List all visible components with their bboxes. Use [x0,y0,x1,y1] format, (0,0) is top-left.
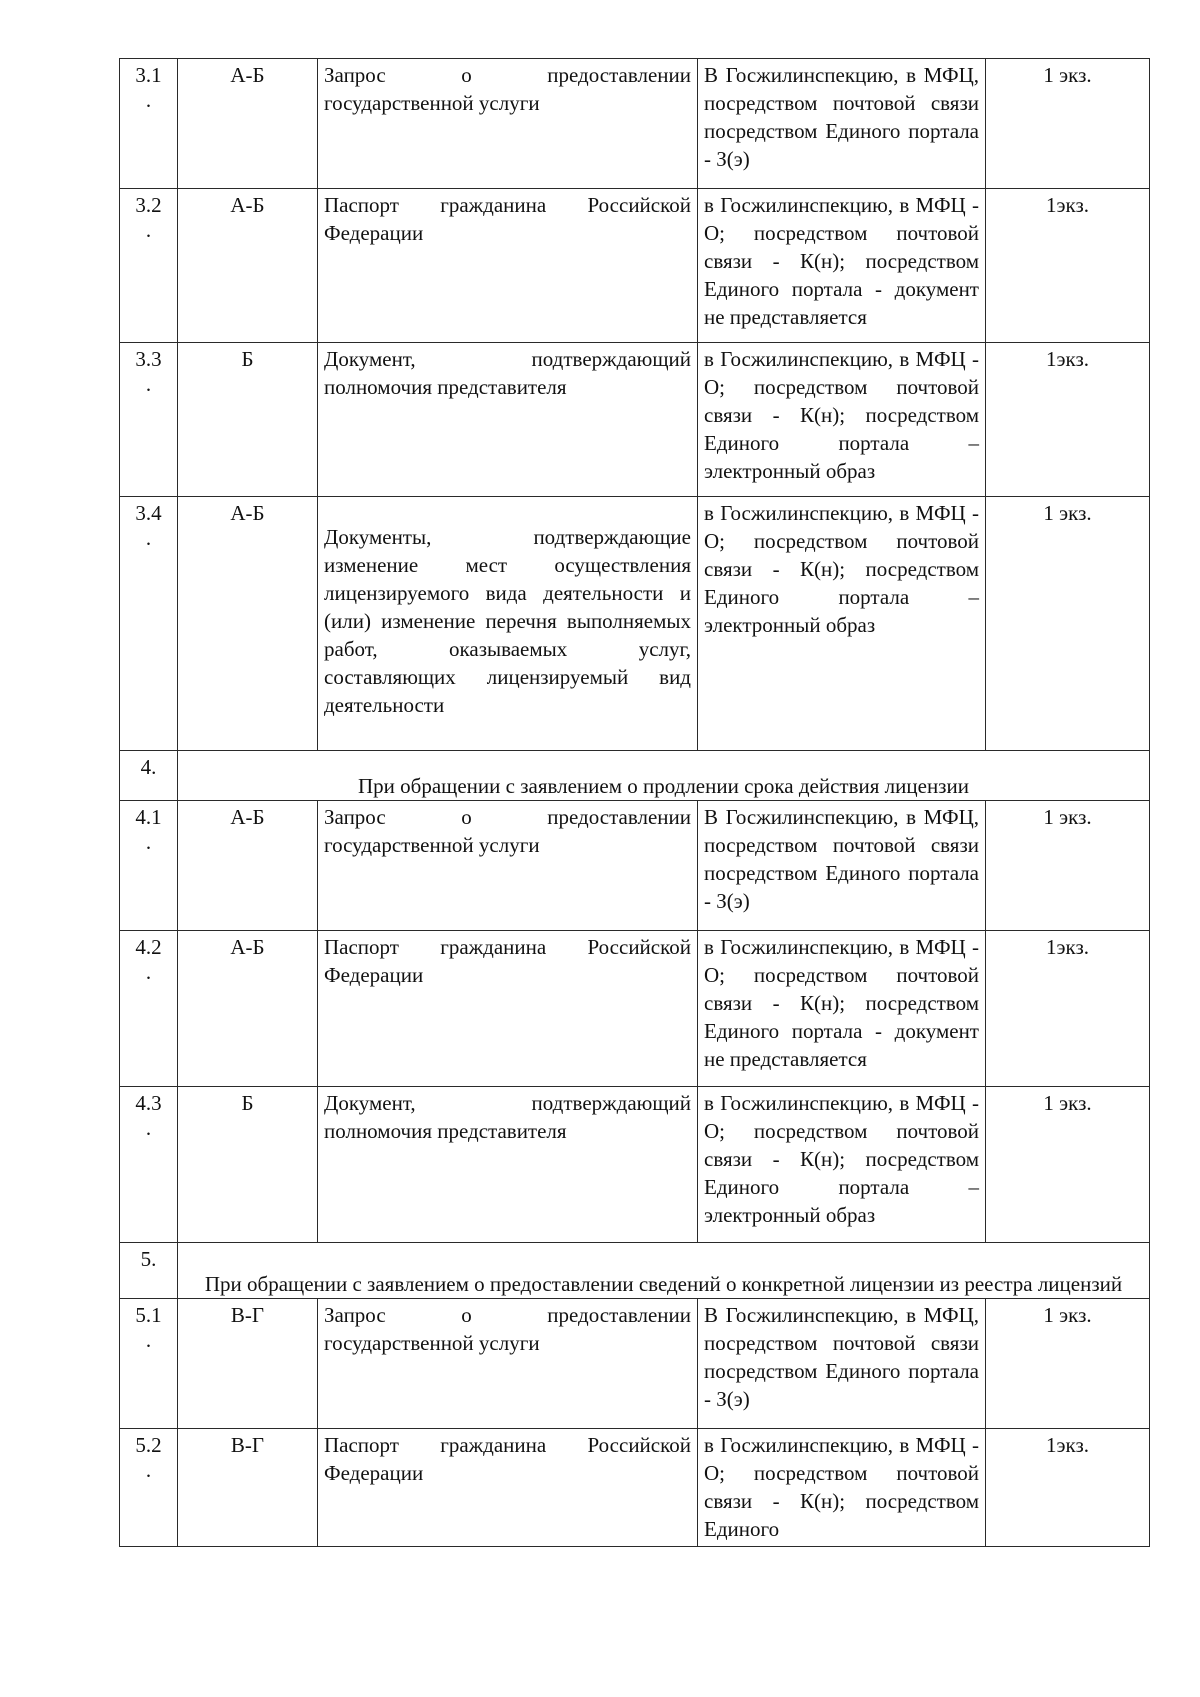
copies-quantity: 1экз. [986,931,1150,1087]
applicant-category: А-Б [178,59,318,189]
section-header-row [120,751,1150,801]
document-name [318,1087,698,1243]
row-number [120,497,178,751]
applicant-category: В-Г [178,1299,318,1429]
row-number [120,1087,178,1243]
table-row [120,931,1150,1087]
applicant-category: А-Б [178,801,318,931]
table-row [120,801,1150,931]
row-number-dot: . [145,88,152,112]
row-number [120,1243,178,1299]
document-name-text: Запрос о предоставлении государственной услуги [324,63,691,115]
document-name [318,931,698,1087]
copies-quantity: 1экз. [986,189,1150,343]
submission-method: в Госжилинспекцию, в МФЦ - О; посредством почтовой связи - К(н); посредством Единого [698,1429,986,1547]
copies-quantity: 1 экз. [986,801,1150,931]
document-name [318,343,698,497]
document-name-text: Запрос о предоставлении государственной услуги [324,1303,691,1355]
applicant-category: Б [178,1087,318,1243]
row-number-dot: . [145,1116,152,1140]
row-number-label: 5.1 [135,1303,162,1327]
document-name-text: Паспорт гражданина Российской Федерации [324,1433,691,1485]
copies-quantity: 1экз. [986,1429,1150,1547]
submission-method: в Госжилинспекцию, в МФЦ - О; посредством почтовой связи - К(н); посредством Единого портала - документ не представляется [698,189,986,343]
row-number [120,189,178,343]
row-number-label: 3.3 [135,347,162,371]
row-number-label: 3.1 [135,63,162,87]
row-number-dot: . [145,218,152,242]
copies-quantity: 1 экз. [986,1087,1150,1243]
row-number [120,751,178,801]
row-number [120,1299,178,1429]
copies-quantity: 1экз. [986,343,1150,497]
document-name [318,497,698,751]
table-row [120,1087,1150,1243]
table-row [120,1429,1150,1547]
section-title: При обращении с заявлением о продлении срока действия лицензии [178,751,1150,801]
applicant-category: А-Б [178,189,318,343]
row-number-dot: . [145,830,152,854]
document-name-text: Документ, подтверждающий полномочия представителя [324,1091,691,1143]
row-number-label: 5.2 [135,1433,162,1457]
applicant-category: А-Б [178,931,318,1087]
section-header-row [120,1243,1150,1299]
row-number-label: 5. [140,1247,157,1271]
applicant-category: Б [178,343,318,497]
documents-table-body [120,59,1150,1547]
row-number-label: 4.3 [135,1091,162,1115]
row-number-dot: . [145,1458,152,1482]
document-name [318,189,698,343]
row-number [120,801,178,931]
row-number-label: 4. [140,755,157,779]
table-row [120,189,1150,343]
document-name-text: Паспорт гражданина Российской Федерации [324,935,691,987]
submission-method: в Госжилинспекцию, в МФЦ - О; посредством почтовой связи - К(н); посредством Единого портала – электронный образ [698,343,986,497]
row-number-label: 3.4 [135,501,162,525]
document-name [318,1429,698,1547]
row-number-dot: . [145,526,152,550]
applicant-category: А-Б [178,497,318,751]
documents-table [119,58,1150,1547]
document-name-text: Запрос о предоставлении государственной услуги [324,805,691,857]
row-number [120,59,178,189]
row-number-dot: . [145,960,152,984]
submission-method: В Госжилинспекцию, в МФЦ, посредством почтовой связи посредством Единого портала - З(э) [698,1299,986,1429]
section-title: При обращении с заявлением о предоставлении сведений о конкретной лицензии из реестра лицензий [178,1243,1150,1299]
submission-method: В Госжилинспекцию, в МФЦ, посредством почтовой связи посредством Единого портала - З(э) [698,59,986,189]
applicant-category: В-Г [178,1429,318,1547]
document-name [318,59,698,189]
submission-method: в Госжилинспекцию, в МФЦ - О; посредством почтовой связи - К(н); посредством Единого портала – электронный образ [698,497,986,751]
document-name-text: Документы, подтверждающие изменение мест осуществления лицензируемого вида деятельности и (или) изменение перечня выполняемых работ, оказываемых услуг, составляющих лицензируемый вид деятельности [324,525,691,717]
document-name-text: Паспорт гражданина Российской Федерации [324,193,691,245]
copies-quantity: 1 экз. [986,497,1150,751]
document-name [318,801,698,931]
row-number-dot: . [145,1328,152,1352]
row-number-label: 4.2 [135,935,162,959]
submission-method: в Госжилинспекцию, в МФЦ - О; посредством почтовой связи - К(н); посредством Единого портала – электронный образ [698,1087,986,1243]
table-row [120,497,1150,751]
document-name [318,1299,698,1429]
row-number [120,343,178,497]
copies-quantity: 1 экз. [986,1299,1150,1429]
row-number-dot: . [145,372,152,396]
submission-method: В Госжилинспекцию, в МФЦ, посредством почтовой связи посредством Единого портала - З(э) [698,801,986,931]
document-name-text: Документ, подтверждающий полномочия представителя [324,347,691,399]
row-number [120,1429,178,1547]
row-number-label: 4.1 [135,805,162,829]
submission-method: в Госжилинспекцию, в МФЦ - О; посредством почтовой связи - К(н); посредством Единого портала - документ не представляется [698,931,986,1087]
row-number-label: 3.2 [135,193,162,217]
row-number [120,931,178,1087]
table-row [120,1299,1150,1429]
table-row [120,343,1150,497]
table-row [120,59,1150,189]
copies-quantity: 1 экз. [986,59,1150,189]
